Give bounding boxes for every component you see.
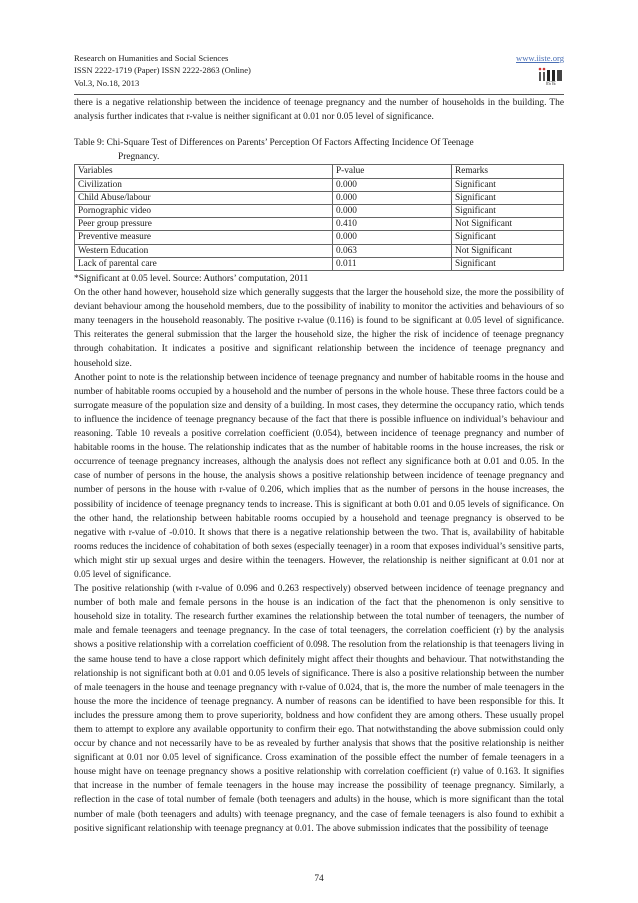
paragraph-teenagers: The positive relationship (with r-value of 0.096 and 0.263 respectively) observed between incidence of teenage pregnancy and number of both male and female persons in the house is an indication of the fact that the phenomenon is only sensitive to household size in totality. The research further examines the relationship between the total number of teenagers, the number of male and female teenagers and teenage pregnancy. In the case of total teenagers, the correlation coefficient (r) by the analysis shows a positive relationship with a correlation coefficient of 0.098. The resolution from the relationship is that teenagers living in the same house tend to have a close rapport which definitely might affect their thoughts and behaviour. That notwithstanding the relationship is not significant both at 0.01 and 0.05 levels of significance. There is also a positive relationship between the number of male teenagers in the house and teenage pregnancy with r-value of 0.024, that is, the more the number of male teenagers in the house the more the incidence of teenage pregnancy. A number of reasons can be identified to have been responsible for this. It includes the pressure among them to prove superiority, boldness and how confident they are among others. These usually propel them to attempt to explore any available opportunity to confirm their ego. That notwithstanding the above submission could only occur by chance and not necessarily have to be as revealed by further analysis that shows that the positive relationship is neither significant at 0.01 nor 0.05 level of significance. Cross examination of the possible effect the number of female teenagers in a house might have on teenage pregnancy shows a positive relationship with correlation coefficient (r) value of 0.163. It signifies that increase in the number of female teenagers in the house may increase the possibility of teenage pregnancy. Similarly, a reflection in the case of total number of female (both teenagers and adults) in the house, which is more significant than the total number of male (both teenagers and adults) with teenage pregnancy, and the case of female teenagers is also found to exhibit a positive significant relationship with teenage pregnancy at 0.01. The above submission indicates that the possibility of teenage — [74, 584, 564, 834]
table-cell-remark: Significant — [452, 257, 564, 270]
chi-square-table — [74, 164, 564, 271]
table-cell-variable: Lack of parental care — [75, 257, 333, 270]
header-divider — [74, 94, 564, 95]
table-row — [75, 231, 564, 244]
table-cell-variable: Civilization — [75, 178, 333, 191]
journal-issn: ISSN 2222-1719 (Paper) ISSN 2222-2863 (Online) — [74, 65, 251, 76]
table-cell-variable: Child Abuse/labour — [75, 191, 333, 204]
table-header-cell: Remarks — [452, 165, 564, 178]
table-cell-variable: Pornographic video — [75, 204, 333, 217]
table-cell-pvalue: 0.000 — [333, 204, 452, 217]
paragraph-household-size: On the other hand however, household size which generally suggests that the larger the household size, the more the possibility of deviant behaviour among the household members, due to the possibility of inability to monitor the activities and behaviours of so many teenagers in the household reasonably. The positive r-value (0.116) is found to be significant at 0.05 level of significance. This reiterates the general submission that the larger the household size, the higher the risk of incidence of teenage pregnancy through cohabitation. It indicates a positive and significant relationship between the incidence of teenage pregnancy and household size. — [74, 288, 564, 369]
paragraph-habitable-rooms: Another point to note is the relationship between incidence of teenage pregnancy and number of habitable rooms in the house and number of habitable rooms occupied by a household and the number of persons in the whole house. These three factors could be a surrogate measure of the population size and density of a building. In most cases, they determine the occupancy ratio, which tends to influence the incidence of teenage pregnancy because of the fact that there is possible influence on individual’s behaviour and reasoning. Table 10 reveals a positive correlation coefficient (0.054), between incidence of teenage pregnancy and number of habitable rooms in the house. The relationship indicates that as the number of habitable rooms in the house increases, the risk or occurrence of teenage pregnancy increases, although the analysis does not reflect any significance both at 0.01 and 0.05. In the case of number of persons in the house, the analysis shows a positive relationship between incidence of teenage pregnancy and number of persons in the house with r-value of 0.206, which implies that as the number of persons in the house increases, the possibility of incidence of teenage pregnancy tends to increase. This is significant at both 0.01 and 0.05 levels of significance. On the other hand, the relationship between habitable rooms occupied by a household and teenage pregnancy is observed to be negative with r-value of -0.010. It shows that there is a negative relationship between the two. That is, availability of habitable rooms reduces the incidence of cohabitation of both sexes (especially teenager) in a room that exposes individual’s sensitive parts, which might stir up sexual urges and desire within the teenagers. However, the relationship is neither significant at 0.01 nor at 0.05 level of significance. — [74, 372, 564, 580]
table-cell-pvalue: 0.063 — [333, 244, 452, 257]
logo-text: IISTE — [546, 81, 556, 86]
table-header-row — [75, 165, 564, 178]
table-cell-remark: Significant — [452, 231, 564, 244]
table-cell-remark: Significant — [452, 204, 564, 217]
table-cell-remark: Significant — [452, 191, 564, 204]
table-cell-variable: Western Education — [75, 244, 333, 257]
table-row — [75, 178, 564, 191]
journal-volume: Vol.3, No.18, 2013 — [74, 77, 140, 88]
table-cell-remark: Not Significant — [452, 244, 564, 257]
iiste-logo-icon — [538, 64, 564, 86]
table-row — [75, 257, 564, 270]
table-header-cell: Variables — [75, 165, 333, 178]
table-row — [75, 204, 564, 217]
page-header — [74, 52, 564, 89]
table-cell-remark: Not Significant — [452, 218, 564, 231]
page-number: 74 — [314, 874, 324, 884]
table-row — [75, 244, 564, 257]
table-cell-pvalue: 0.410 — [333, 218, 452, 231]
table-cell-pvalue: 0.000 — [333, 191, 452, 204]
table-caption: Table 9: Chi-Square Test of Differences on Parents’ Perception Of Factors Affecting Incidence Of Teenage Pregnancy. — [74, 138, 474, 163]
journal-url-link[interactable]: www.iiste.org — [516, 53, 564, 63]
table-cell-pvalue: 0.000 — [333, 231, 452, 244]
table-note: *Significant at 0.05 level. Source: Authors’ computation, 2011 — [74, 274, 309, 284]
table-cell-remark: Significant — [452, 178, 564, 191]
table-cell-variable: Preventive measure — [75, 231, 333, 244]
table-cell-pvalue: 0.000 — [333, 178, 452, 191]
table-cell-variable: Peer group pressure — [75, 218, 333, 231]
journal-title: Research on Humanities and Social Sciences — [74, 53, 229, 63]
table-header-cell: P-value — [333, 165, 452, 178]
intro-paragraph: there is a negative relationship between the incidence of teenage pregnancy and the number of households in the building. The analysis further indicates that r-value is neither significant at 0.01 nor 0.05 level of significance. — [74, 98, 564, 123]
article-body — [74, 96, 564, 836]
table-row — [75, 191, 564, 204]
table-row — [75, 218, 564, 231]
table-cell-pvalue: 0.011 — [333, 257, 452, 270]
